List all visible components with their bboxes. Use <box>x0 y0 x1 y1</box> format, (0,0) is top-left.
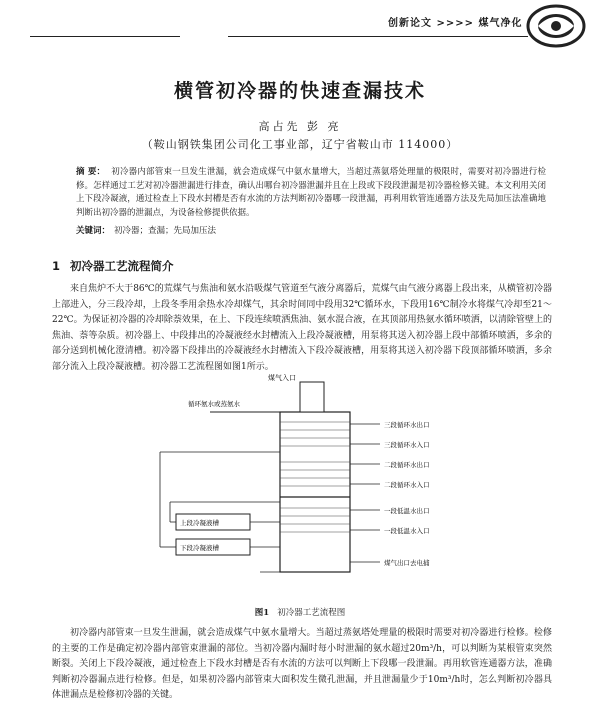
section-number: 1 <box>52 259 61 273</box>
abstract-text: 初冷器内部管束一旦发生泄漏，就会造成煤气中氨水量增大，当超过蒸氨塔处理量的极限时，需要对初冷器进行检修。怎样通过工艺对初冷器泄漏进行排查，确认出哪台初冷器泄漏并且在上段或下段段泄漏是初冷器检修关键。本文利用关闭上下段冷凝液，通过检查上下段水封槽是否有水流的方法判断初冷器哪一段泄漏，再利用软管连通器方法及先局加压法准确地判断出初冷器的泄漏点，为设备检修提供依据。 <box>76 167 546 218</box>
label-low-water-in: 一段低温水入口 <box>384 527 430 535</box>
abstract <box>76 166 546 220</box>
figure-caption-text: 初冷器工艺流程图 <box>277 608 346 618</box>
label-lower-tank: 下段冷凝液槽 <box>180 544 219 552</box>
body-paragraph-1: 来自焦炉不大于86℃的荒煤气与焦油和氨水沿吸煤气管道至气液分离器后，荒煤气由气液分离器上段出来，从横管初冷器上部进入，分三段冷却，上段冬季用余热水冷却煤气，其余时间同中段用32℃循环水，下段用16℃制冷水将煤气冷却至21～22℃。为保证初冷器的冷却除萘效果，在上、下段连续喷洒焦油、氨水混合液，在其顶部用热氨水循环喷洒，以清除管壁上的焦油、萘等杂质。初冷器上、中段排出的冷凝液经水封槽流入上段冷凝液槽，用泵将其送入初冷器上段中部循环喷洒，多余的部分送到机械化澄清槽。初冷器下段排出的冷凝液经水封槽流入下段冷凝液槽，用泵将其送入初冷器下段顶部循环喷洒，多余部分流入上段冷凝液槽。初冷器工艺流程图如图1所示。 <box>52 284 552 372</box>
label-mid-water-in: 二段循环水入口 <box>384 481 430 489</box>
section-heading <box>52 258 174 274</box>
figure-number: 图1 <box>254 608 270 618</box>
process-flow-figure <box>140 372 460 602</box>
label-circ-ammonia: 循环氨水或蒸氨水 <box>188 400 240 408</box>
section-title: 初冷器工艺流程简介 <box>70 259 174 273</box>
label-upper-water-in: 三段循环水入口 <box>384 441 430 449</box>
label-mid-water-out: 二段循环水出口 <box>384 461 430 469</box>
journal-section-header: 创新论文 >>>> 煤气净化 <box>388 18 523 29</box>
keywords-text: 初冷器；查漏；先局加压法 <box>114 226 217 236</box>
header-rule-left <box>30 36 180 37</box>
label-upper-water-out: 三段循环水出口 <box>384 421 430 429</box>
label-upper-tank: 上段冷凝液槽 <box>180 519 219 527</box>
abstract-label: 摘 要： <box>76 167 106 177</box>
label-low-water-out: 一段低温水出口 <box>384 507 430 515</box>
header-rule-right <box>228 36 528 37</box>
keywords <box>76 224 546 236</box>
body-paragraph-2: 初冷器内部管束一旦发生泄漏，就会造成煤气中氨水量增大。当超过蒸氨塔处理量的极限时需要对初冷器进行检修。检修的主要的工作是确定初冷器内部管束泄漏的部位。当初冷器内漏时每小时泄漏的氨水超过20m³/h，可以判断为某根管束突然断裂。关闭上下段冷凝液，通过检查上下段水封槽是否有水流的方法可以判断上下段哪一段泄漏。再用软管连通器方法，准确判断初冷器漏点进行检修。但是，如果初冷器内部管束大面积发生微孔泄漏，并且泄漏量少于10m³/h时，怎么判断初冷器具体泄漏点是检修初冷器的关键。 <box>52 628 552 701</box>
keywords-label: 关键词： <box>76 226 111 236</box>
paper-title: 横管初冷器的快速查漏技术 <box>173 80 426 102</box>
label-gas-in: 煤气入口 <box>268 374 296 382</box>
paper-affiliation: （鞍山钢铁集团公司化工事业部，辽宁省鞍山市 114000） <box>141 138 459 151</box>
cooler-column <box>280 412 350 572</box>
paper-authors: 高占先 彭 亮 <box>258 120 342 133</box>
figure-caption <box>0 606 600 618</box>
journal-logo <box>524 2 588 50</box>
label-gas-out: 煤气出口去电捕 <box>384 559 430 567</box>
